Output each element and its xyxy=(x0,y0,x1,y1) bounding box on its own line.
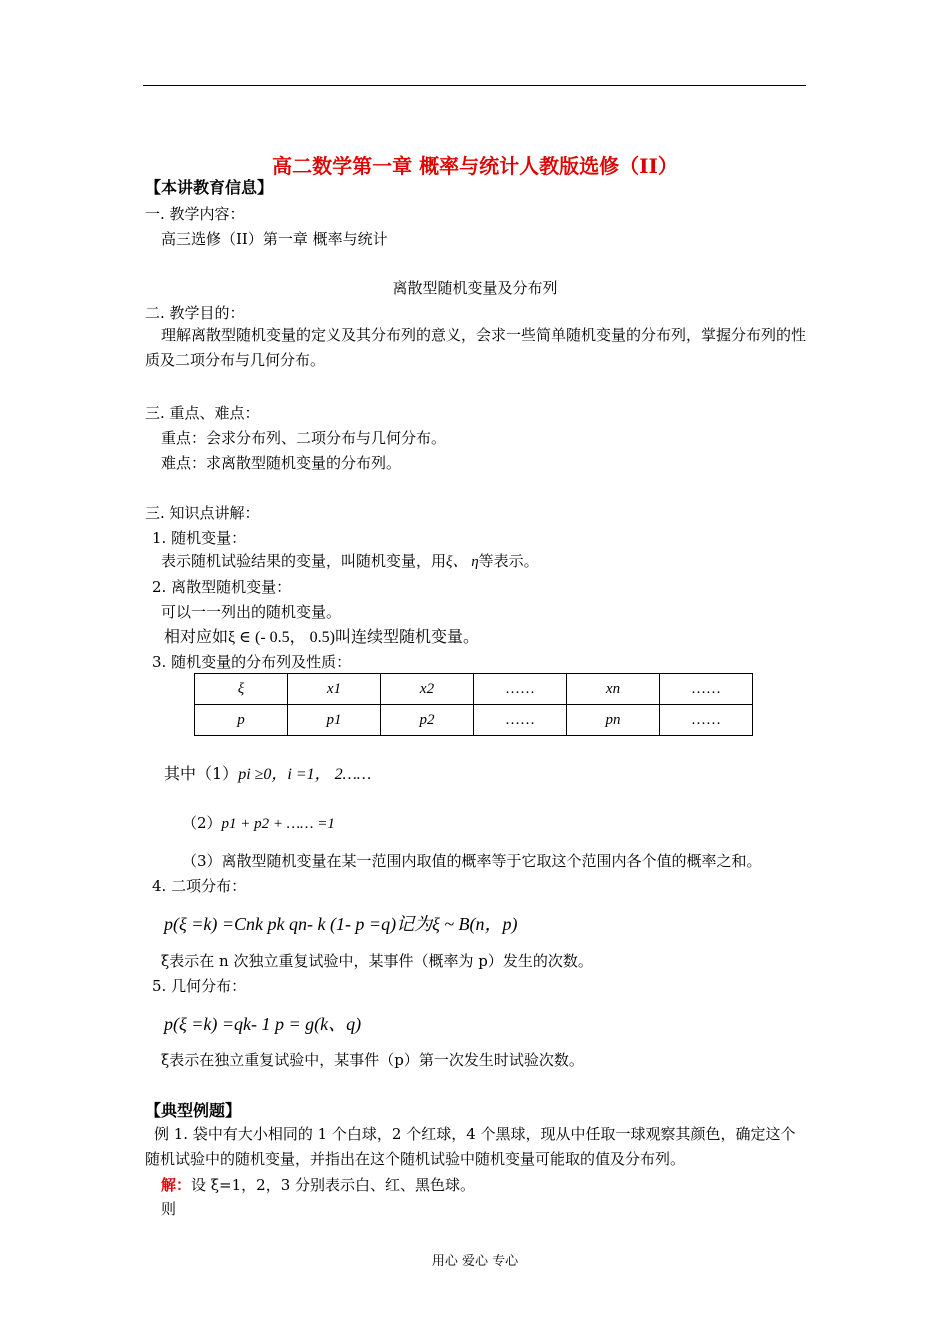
s3-difficult-point: 难点：求离散型随机变量的分布列。 xyxy=(161,454,402,472)
k2-heading: 2. 离散型随机变量： xyxy=(152,578,292,596)
solution-label: 解： xyxy=(161,1176,192,1194)
geometric-description: ξ表示在独立重复试验中，某事件（p）第一次发生时试验次数。 xyxy=(161,1051,584,1069)
s2-heading: 二. 教学目的： xyxy=(145,304,245,322)
k1-body-text-c: 等表示。 xyxy=(478,552,539,570)
section-info-heading: 【本讲教育信息】 xyxy=(145,178,274,197)
s3-key-point: 重点：会求分布列、二项分布与几何分布。 xyxy=(161,429,447,447)
s3-heading: 三. 重点、难点： xyxy=(145,404,260,422)
s1-body: 高三选修（II）第一章 概率与统计 xyxy=(161,230,388,248)
property-1 xyxy=(164,761,371,784)
k4-heading: 4. 二项分布： xyxy=(152,877,247,895)
table-cell: p1 xyxy=(288,705,381,736)
property-2 xyxy=(182,812,335,833)
example-1: 例 1. 袋中有大小相同的 1 个白球，2 个红球，4 个黑球，现从中任取一球观察其颜色，确定这个随机试验中的随机变量，并指出在这个随机试验中随机变量可能取的值及分布列。 xyxy=(145,1125,796,1168)
then-text: 则 xyxy=(161,1200,177,1218)
k2-body: 可以一一列出的随机变量。 xyxy=(161,603,342,621)
table-cell: p2 xyxy=(381,705,474,736)
prop1-math: pi ≥0，i =1， 2…… xyxy=(238,766,372,783)
binomial-formula: p(ξ =k) =Cnk pk qn- k (1- p =q)记为ξ ~ B(n，p) xyxy=(164,914,518,934)
prop1-label: 其中（1） xyxy=(164,764,239,783)
k2-cont-math: ξ ∈ (- 0.5， 0.5) xyxy=(228,629,335,646)
subtitle: 离散型随机变量及分布列 xyxy=(392,279,558,297)
k2-continuous-note xyxy=(164,624,479,647)
table-cell: ξ xyxy=(195,674,288,705)
prop2-math: p1 + p2 + …… =1 xyxy=(221,816,335,832)
k5-heading: 5. 几何分布： xyxy=(152,977,247,995)
k2-cont-text-a: 相对应如 xyxy=(164,627,229,646)
table-cell: …… xyxy=(660,674,753,705)
distribution-table xyxy=(194,673,753,736)
property-3: （3）离散型随机变量在某一范围内取值的概率等于它取这个范围内各个值的概率之和。 xyxy=(182,852,762,870)
examples-heading: 【典型例题】 xyxy=(145,1101,242,1120)
k1-heading: 1. 随机变量： xyxy=(152,529,247,547)
k2-cont-text-b: 叫连续型随机变量。 xyxy=(334,627,479,646)
s1-heading: 一. 教学内容： xyxy=(145,205,245,223)
s4-heading: 三. 知识点讲解： xyxy=(145,504,260,522)
prop2-label: （2） xyxy=(182,814,222,832)
s2-body: 理解离散型随机变量的定义及其分布列的意义，会求一些简单随机变量的分布列，掌握分布列的性质及二项分布与几何分布。 xyxy=(145,326,807,369)
table-row xyxy=(195,674,753,705)
k1-body xyxy=(161,550,539,571)
k1-body-text-a: 表示随机试验结果的变量，叫随机变量，用 xyxy=(161,552,447,570)
table-cell: …… xyxy=(660,705,753,736)
page-footer: 用心 爱心 专心 xyxy=(431,1254,519,1269)
table-cell: pn xyxy=(567,705,660,736)
solution-line xyxy=(161,1174,475,1195)
table-cell: x2 xyxy=(381,674,474,705)
table-cell: p xyxy=(195,705,288,736)
table-row xyxy=(195,705,753,736)
solution-body: 设 ξ=1，2，3 分别表示白、红、黑色球。 xyxy=(191,1176,476,1194)
table-cell: x1 xyxy=(288,674,381,705)
k3-heading: 3. 随机变量的分布列及性质： xyxy=(152,653,352,671)
header-rule xyxy=(143,85,806,86)
table-cell: …… xyxy=(474,674,567,705)
geometric-formula: p(ξ =k) =qk- 1 p = g(k、q) xyxy=(164,1014,362,1034)
binomial-description: ξ表示在 n 次独立重复试验中，某事件（概率为 p）发生的次数。 xyxy=(161,952,593,970)
page-title: 高二数学第一章 概率与统计人教版选修（II） xyxy=(272,154,678,178)
table-cell: …… xyxy=(474,705,567,736)
table-cell: xn xyxy=(567,674,660,705)
k1-body-symbols: ξ、 η xyxy=(446,554,479,570)
